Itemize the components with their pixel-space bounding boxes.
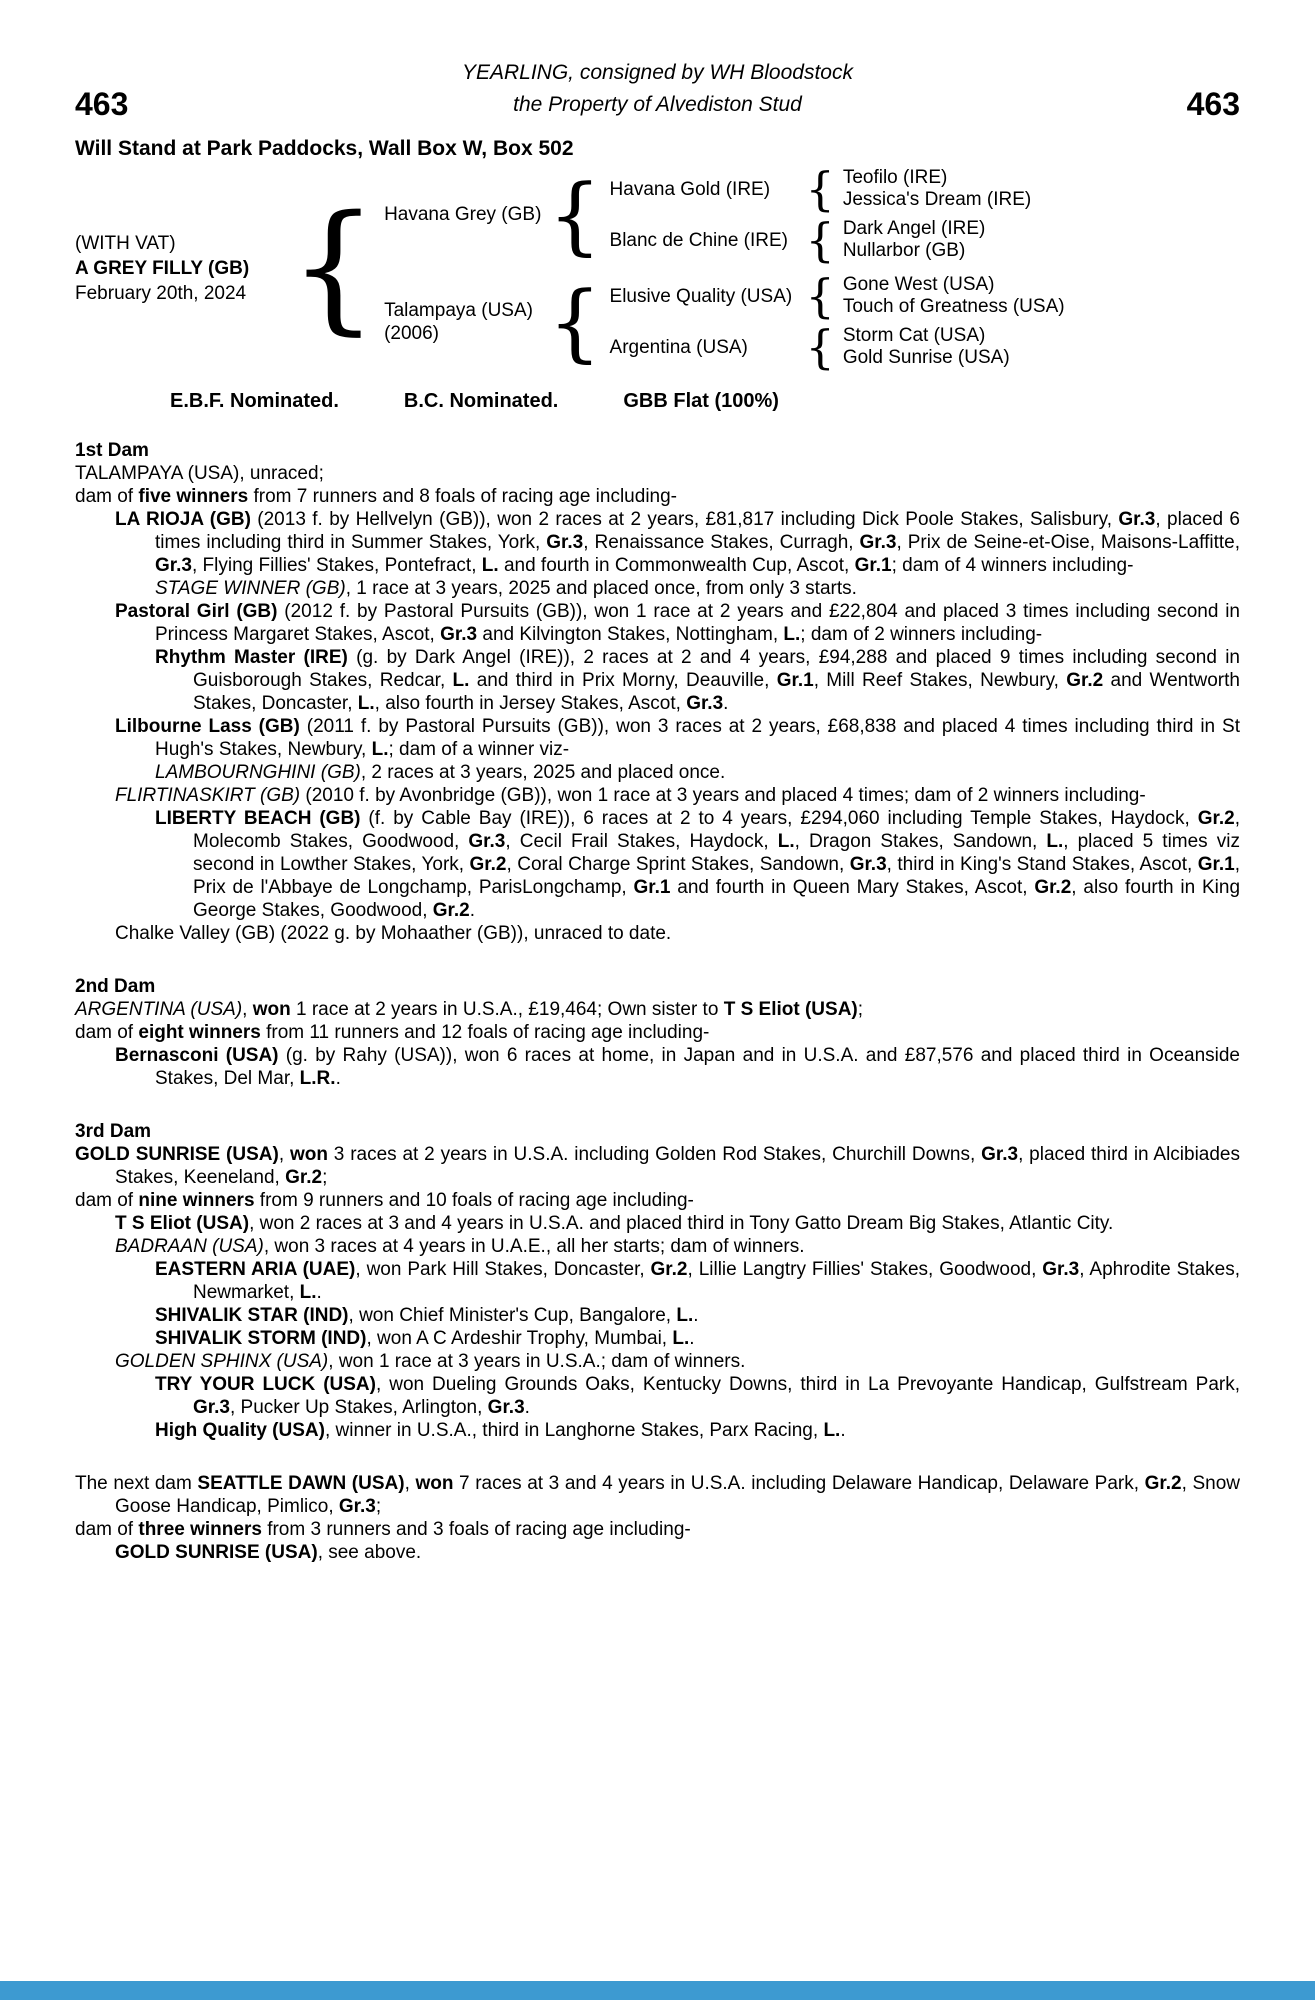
grandparent-brace-icon: {: [805, 269, 835, 323]
pedigree-paragraph: dam of five winners from 7 runners and 8 foals of racing age including-: [75, 486, 678, 507]
sire-name-text: Havana Grey (GB): [384, 204, 542, 225]
pedigree-paragraph: EASTERN ARIA (UAE), won Park Hill Stakes, Doncaster, Gr.2, Lillie Langtry Fillies' Stakes, Goodwood, Gr.3, Aphrodite Stakes, Newmarket, L..: [155, 1259, 1240, 1303]
grandsire-branch: [609, 269, 1065, 323]
grandparent-name: Havana Gold (IRE): [609, 178, 771, 200]
great-grandparent-name: Touch of Greatness (USA): [842, 296, 1065, 317]
pedigree-paragraph: FLIRTINASKIRT (GB) (2010 f. by Avonbridge (GB)), won 1 race at 3 years and placed 4 times; dam of 2 winners including-: [115, 785, 1146, 806]
grandparent-brace-icon: {: [805, 162, 835, 216]
granddam-branch: [609, 213, 1032, 267]
great-grandparent-name: Nullarbor (GB): [842, 240, 966, 261]
root-brace-icon: {: [289, 186, 379, 349]
great-grandparent-name: Teofilo (IRE): [842, 167, 948, 188]
pedigree-paragraph: Chalke Valley (GB) (2022 g. by Mohaather (GB)), unraced to date.: [115, 923, 672, 944]
pedigree-paragraph: High Quality (USA), winner in U.S.A., third in Langhorne Stakes, Parx Racing, L..: [155, 1420, 846, 1441]
dam-year: (2006): [384, 322, 439, 344]
vat-note: (WITH VAT): [75, 232, 176, 254]
foaling-date: February 20th, 2024: [75, 282, 247, 304]
gbb-nomination: GBB Flat (100%): [623, 390, 779, 412]
pedigree-paragraph: Bernasconi (USA) (g. by Rahy (USA)), won 6 races at home, in Japan and in U.S.A. and £87,576 and placed third in Oceanside Stakes, Del Mar, L.R..: [115, 1045, 1240, 1089]
horse-name: A GREY FILLY (GB): [75, 257, 250, 279]
granddam-branch: [609, 320, 1065, 374]
great-grandparent-name: Gold Sunrise (USA): [842, 347, 1010, 368]
bc-nomination: B.C. Nominated.: [403, 390, 559, 412]
pedigree-paragraph: Pastoral Girl (GB) (2012 f. by Pastoral Pursuits (GB)), won 1 race at 2 years and £22,804 and placed 3 times including second in Princess Margaret Stakes, Ascot, Gr.3 and Kilvington Stakes, Nottingham, L.; dam of 2 winners including-: [115, 601, 1241, 645]
pedigree-paragraph: SHIVALIK STORM (IND), won A C Ardeshir Trophy, Mumbai, L..: [155, 1328, 695, 1349]
pedigree-paragraph: STAGE WINNER (GB), 1 race at 3 years, 2025 and placed once, from only 3 starts.: [155, 578, 857, 599]
great-grandparent-name: Jessica's Dream (IRE): [842, 189, 1032, 210]
pedigree-paragraph: TALAMPAYA (USA), unraced;: [75, 463, 324, 484]
pedigree-paragraph: LA RIOJA (GB) (2013 f. by Hellvelyn (GB)), won 2 races at 2 years, £81,817 including Dick Poole Stakes, Salisbury, Gr.3, placed 6 times including third in Summer Stakes, York, Gr.3, Renaissance Stakes, Curragh, Gr.3, Prix de Seine-et-Oise, Maisons-Laffitte, Gr.3, Flying Fillies' Stakes, Pontefract, L. and fourth in Commonwealth Cup, Ascot, Gr.1; dam of 4 winners including-: [115, 509, 1240, 576]
great-grandparent-name: Gone West (USA): [842, 274, 995, 295]
grandparent-brace-icon: {: [805, 320, 835, 374]
section-heading: 3rd Dam: [75, 1121, 152, 1142]
grandparent-name: Blanc de Chine (IRE): [609, 229, 788, 251]
sire-brace-icon: {: [548, 165, 602, 264]
ebf-nomination: E.B.F. Nominated.: [170, 390, 339, 412]
nominations-line: [75, 390, 1240, 413]
pedigree-paragraph: dam of nine winners from 9 runners and 10 foals of racing age including-: [75, 1190, 694, 1211]
pedigree-paragraph: LAMBOURNGHINI (GB), 2 races at 3 years, 2025 and placed once.: [155, 762, 726, 783]
pedigree-paragraph: T S Eliot (USA), won 2 races at 3 and 4 years in U.S.A. and placed third in Tony Gatto Dream Big Stakes, Atlantic City.: [115, 1213, 1114, 1234]
great-grandparent-name: Dark Angel (IRE): [842, 218, 986, 239]
grandparent-name: Elusive Quality (USA): [609, 285, 793, 307]
pedigree-paragraph: GOLD SUNRISE (USA), see above.: [115, 1542, 422, 1563]
pedigree-paragraph: GOLDEN SPHINX (USA), won 1 race at 3 years in U.S.A.; dam of winners.: [115, 1351, 746, 1372]
pedigree-paragraph: ARGENTINA (USA), won 1 race at 2 years in U.S.A., £19,464; Own sister to T S Eliot (USA);: [75, 999, 864, 1020]
pedigree-paragraph: dam of eight winners from 11 runners and 12 foals of racing age including-: [75, 1022, 710, 1043]
grandsire-branch: [609, 162, 1032, 216]
horse-info: [75, 231, 287, 306]
page-header: [75, 60, 1240, 160]
pedigree-paragraph: dam of three winners from 3 runners and 3 foals of racing age including-: [75, 1519, 691, 1540]
pedigree-paragraph: BADRAAN (USA), won 3 races at 4 years in U.A.E., all her starts; dam of winners.: [115, 1236, 805, 1257]
pedigree-paragraph: The next dam SEATTLE DAWN (USA), won 7 races at 3 and 4 years in U.S.A. including Delaware Handicap, Delaware Park, Gr.2, Snow Goose Handicap, Pimlico, Gr.3;: [75, 1473, 1240, 1517]
section-heading: 2nd Dam: [75, 976, 156, 997]
grandparent-brace-icon: {: [805, 213, 835, 267]
dam-name: [384, 299, 544, 345]
pedigree-paragraph: Rhythm Master (IRE) (g. by Dark Angel (IRE)), 2 races at 2 and 4 years, £94,288 and placed 9 times including second in Guisborough Stakes, Redcar, L. and third in Prix Morny, Deauville, Gr.1, Mill Reef Stakes, Newbury, Gr.2 and Wentworth Stakes, Doncaster, L., also fourth in Jersey Stakes, Ascot, Gr.3.: [155, 647, 1241, 714]
pedigree-paragraph: SHIVALIK STAR (IND), won Chief Minister's Cup, Bangalore, L..: [155, 1305, 699, 1326]
lot-number-right: 463: [1186, 86, 1240, 122]
pedigree-paragraph: GOLD SUNRISE (USA), won 3 races at 2 years in U.S.A. including Golden Rod Stakes, Churchill Downs, Gr.3, placed third in Alcibiades Stakes, Keeneland, Gr.2;: [75, 1144, 1241, 1188]
dam-brace-icon: {: [548, 272, 602, 371]
sire-branch: [384, 162, 1065, 267]
great-grandparent-name: Storm Cat (USA): [842, 325, 986, 346]
catalog-body: [75, 439, 1240, 1564]
consignor-line: YEARLING, consigned by WH Bloodstock: [461, 61, 853, 84]
grandparent-name: Argentina (USA): [609, 336, 748, 358]
lot-number-left: 463: [75, 86, 129, 122]
pedigree-tree: [75, 162, 1240, 374]
sire-name: [384, 203, 544, 226]
pedigree-paragraph: LIBERTY BEACH (GB) (f. by Cable Bay (IRE)), 6 races at 2 to 4 years, £294,060 including Temple Stakes, Haydock, Gr.2, Molecomb Stakes, Goodwood, Gr.3, Cecil Frail Stakes, Haydock, L., Dragon Stakes, Sandown, L., placed 5 times viz second in Lowther Stakes, York, Gr.2, Coral Charge Sprint Stakes, Sandown, Gr.3, third in King's Stand Stakes, Ascot, Gr.1, Prix de l'Abbaye de Longchamp, ParisLongchamp, Gr.1 and fourth in Queen Mary Stakes, Ascot, Gr.2, also fourth in King George Stakes, Goodwood, Gr.2.: [155, 808, 1241, 921]
dam-name-text: Talampaya (USA): [384, 299, 533, 321]
property-line: the Property of Alvediston Stud: [513, 92, 802, 116]
dam-branch: [384, 269, 1065, 374]
footer-bar: [0, 1981, 1315, 2000]
stand-location-line: Will Stand at Park Paddocks, Wall Box W, Box 502: [75, 137, 574, 160]
pedigree-paragraph: TRY YOUR LUCK (USA), won Dueling Grounds Oaks, Kentucky Downs, third in La Prevoyante Handicap, Gulfstream Park, Gr.3, Pucker Up Stakes, Arlington, Gr.3.: [155, 1374, 1240, 1418]
pedigree-paragraph: Lilbourne Lass (GB) (2011 f. by Pastoral Pursuits (GB)), won 3 races at 2 years, £68,838 and placed 4 times including third in St Hugh's Stakes, Newbury, L.; dam of a winner viz-: [115, 716, 1240, 760]
section-heading: 1st Dam: [75, 440, 149, 461]
